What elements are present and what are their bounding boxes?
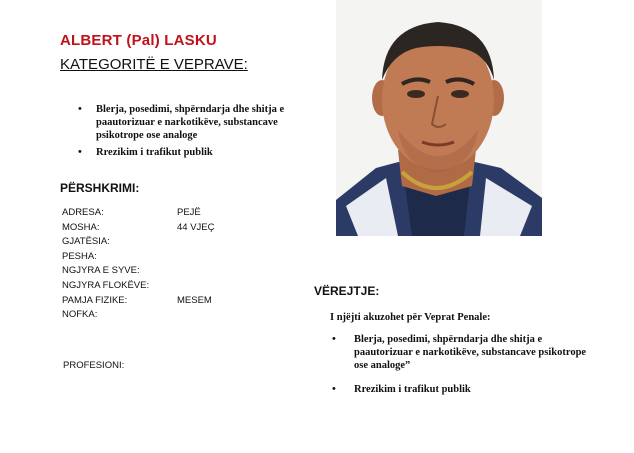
category-item: • Blerja, posedimi, shpërndarja dhe shitja e paautorizuar e narkotikëve, substancave psikotrope ose analoge xyxy=(78,103,318,142)
remark-item: • Blerja, posedimi, shpërndarja dhe shitja e paautorizuar e narkotikëve, substancave psikotrope ose analoge” xyxy=(330,333,590,372)
remarks-heading: VËREJTJE: xyxy=(314,284,380,298)
field-label: PAMJA FIZIKE: xyxy=(62,294,128,306)
person-photo xyxy=(336,0,542,236)
field-label: GJATËSIA: xyxy=(62,236,110,248)
field-label: NGJYRA FLOKËVE: xyxy=(62,279,150,291)
categories-list xyxy=(78,103,318,163)
remark-item: • Rrezikim i trafikut publik xyxy=(330,383,590,396)
field-value: MESEM xyxy=(177,294,212,306)
profession-label: PROFESIONI: xyxy=(63,360,125,371)
categories-heading-text: KATEGORITË E VEPRAVE xyxy=(60,56,244,73)
field-label: NOFKA: xyxy=(62,309,98,321)
person-name: ALBERT (Pal) LASKU xyxy=(60,32,217,49)
portrait-image xyxy=(336,0,542,236)
remarks-intro: I njëjti akuzohet për Veprat Penale: xyxy=(330,312,491,323)
field-value: 44 VJEÇ xyxy=(177,221,215,233)
description-heading: PËRSHKRIMI: xyxy=(60,181,140,195)
field-label: NGJYRA E SYVE: xyxy=(62,265,140,277)
category-item: • Rrezikim i trafikut publik xyxy=(78,146,318,159)
field-value: PEJË xyxy=(177,207,201,218)
field-label: MOSHA: xyxy=(62,221,100,233)
categories-heading xyxy=(60,56,248,73)
field-label: ADRESA: xyxy=(62,207,104,218)
field-label: PESHA: xyxy=(62,250,97,262)
categories-heading-colon: : xyxy=(243,56,248,73)
remarks-list xyxy=(330,333,590,396)
